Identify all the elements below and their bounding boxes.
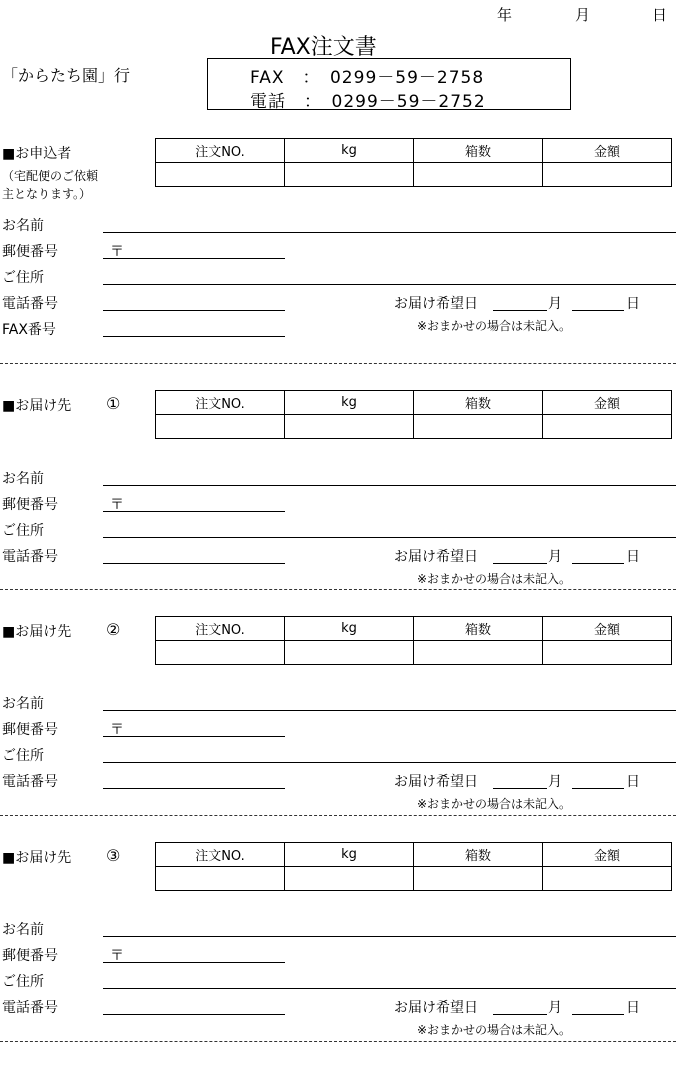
delivery-month-label: 月 <box>548 774 562 790</box>
header-amount: 金額 <box>543 617 672 641</box>
delivery-month-label: 月 <box>548 1000 562 1016</box>
kg-cell[interactable] <box>285 163 414 187</box>
postal-mark: 〒 <box>110 497 124 513</box>
address-label: ご住所 <box>2 748 44 764</box>
delivery-day-label: 日 <box>626 1000 640 1016</box>
phone-field[interactable] <box>103 310 285 311</box>
delivery-month-field[interactable] <box>493 1014 547 1015</box>
order-table-recipient-1 <box>155 390 672 439</box>
delivery-day-label: 日 <box>626 549 640 565</box>
order-no-cell[interactable] <box>156 641 285 665</box>
delivery-note: ※おまかせの場合は未記入。 <box>417 797 572 811</box>
address-label: ご住所 <box>2 974 44 990</box>
phone-number: 電話 ： 0299－59－2752 <box>250 92 486 112</box>
phone-field[interactable] <box>103 1014 285 1015</box>
amount-cell[interactable] <box>543 641 672 665</box>
header-kg: kg <box>285 617 414 641</box>
name-label: お名前 <box>2 922 44 938</box>
name-field[interactable] <box>103 710 676 711</box>
phone-label: 電話番号 <box>2 1000 58 1016</box>
delivery-day-field[interactable] <box>572 310 624 311</box>
delivery-day-field[interactable] <box>572 1014 624 1015</box>
boxes-cell[interactable] <box>414 867 543 891</box>
address-field[interactable] <box>103 537 676 538</box>
postal-label: 郵便番号 <box>2 948 58 964</box>
name-label: お名前 <box>2 471 44 487</box>
header-boxes: 箱数 <box>414 843 543 867</box>
header-kg: kg <box>285 391 414 415</box>
postal-label: 郵便番号 <box>2 722 58 738</box>
postal-mark: 〒 <box>110 722 124 738</box>
postal-field[interactable] <box>103 258 285 259</box>
recipient-1-title: ■お届け先 <box>2 398 72 414</box>
postal-mark: 〒 <box>110 948 124 964</box>
name-field[interactable] <box>103 485 676 486</box>
recipient-1-number: ① <box>106 394 121 413</box>
postal-field[interactable] <box>103 962 285 963</box>
name-label: お名前 <box>2 218 44 234</box>
section-divider <box>0 815 676 816</box>
address-label: ご住所 <box>2 523 44 539</box>
kg-cell[interactable] <box>285 641 414 665</box>
phone-label: 電話番号 <box>2 774 58 790</box>
applicant-title: ■お申込者 <box>2 146 72 162</box>
year-label: 年 <box>497 6 513 24</box>
kg-cell[interactable] <box>285 867 414 891</box>
postal-label: 郵便番号 <box>2 497 58 513</box>
header-order-no: 注文NO. <box>156 843 285 867</box>
order-no-cell[interactable] <box>156 415 285 439</box>
name-field[interactable] <box>103 936 676 937</box>
fax-field[interactable] <box>103 336 285 337</box>
recipient-2-number: ② <box>106 620 121 639</box>
order-table-recipient-3 <box>155 842 672 891</box>
header-order-no: 注文NO. <box>156 391 285 415</box>
page-title: FAX注文書 <box>270 35 377 60</box>
delivery-month-label: 月 <box>548 296 562 312</box>
delivery-date-label: お届け希望日 <box>394 1000 478 1016</box>
delivery-month-field[interactable] <box>493 310 547 311</box>
delivery-date-label: お届け希望日 <box>394 774 478 790</box>
delivery-date-label: お届け希望日 <box>394 296 478 312</box>
order-no-cell[interactable] <box>156 867 285 891</box>
header-order-no: 注文NO. <box>156 617 285 641</box>
destination-label: 「からたち園」行 <box>2 66 131 85</box>
amount-cell[interactable] <box>543 415 672 439</box>
phone-label: 電話番号 <box>2 549 58 565</box>
delivery-day-field[interactable] <box>572 563 624 564</box>
applicant-note-1: （宅配便のご依頼 <box>2 169 99 183</box>
month-label: 月 <box>575 6 591 24</box>
postal-label: 郵便番号 <box>2 244 58 260</box>
postal-field[interactable] <box>103 736 285 737</box>
kg-cell[interactable] <box>285 415 414 439</box>
boxes-cell[interactable] <box>414 163 543 187</box>
section-divider <box>0 589 676 590</box>
order-table-recipient-2 <box>155 616 672 665</box>
order-no-cell[interactable] <box>156 163 285 187</box>
boxes-cell[interactable] <box>414 641 543 665</box>
delivery-day-label: 日 <box>626 774 640 790</box>
delivery-month-field[interactable] <box>493 563 547 564</box>
delivery-note: ※おまかせの場合は未記入。 <box>417 319 572 333</box>
recipient-3-number: ③ <box>106 846 121 865</box>
address-label: ご住所 <box>2 270 44 286</box>
fax-number: FAX ： 0299－59－2758 <box>250 68 485 88</box>
contact-box <box>207 58 571 110</box>
header-amount: 金額 <box>543 843 672 867</box>
delivery-date-label: お届け希望日 <box>394 549 478 565</box>
header-kg: kg <box>285 843 414 867</box>
header-boxes: 箱数 <box>414 617 543 641</box>
name-label: お名前 <box>2 696 44 712</box>
phone-field[interactable] <box>103 788 285 789</box>
boxes-cell[interactable] <box>414 415 543 439</box>
delivery-day-label: 日 <box>626 296 640 312</box>
delivery-month-field[interactable] <box>493 788 547 789</box>
recipient-3-title: ■お届け先 <box>2 850 72 866</box>
address-field[interactable] <box>103 988 676 989</box>
recipient-2-title: ■お届け先 <box>2 624 72 640</box>
delivery-day-field[interactable] <box>572 788 624 789</box>
header-kg: kg <box>285 139 414 163</box>
delivery-note: ※おまかせの場合は未記入。 <box>417 1023 572 1037</box>
day-label: 日 <box>652 6 668 24</box>
delivery-month-label: 月 <box>548 549 562 565</box>
order-table-applicant <box>155 138 672 187</box>
phone-label: 電話番号 <box>2 296 58 312</box>
amount-cell[interactable] <box>543 163 672 187</box>
fax-label: FAX番号 <box>2 322 56 338</box>
address-field[interactable] <box>103 284 676 285</box>
address-field[interactable] <box>103 762 676 763</box>
header-amount: 金額 <box>543 391 672 415</box>
section-divider <box>0 363 676 364</box>
postal-field[interactable] <box>103 511 285 512</box>
delivery-note: ※おまかせの場合は未記入。 <box>417 572 572 586</box>
header-order-no: 注文NO. <box>156 139 285 163</box>
header-boxes: 箱数 <box>414 391 543 415</box>
name-field[interactable] <box>103 232 676 233</box>
amount-cell[interactable] <box>543 867 672 891</box>
phone-field[interactable] <box>103 563 285 564</box>
applicant-note-2: 主となります。） <box>2 187 92 201</box>
section-divider <box>0 1041 676 1042</box>
postal-mark: 〒 <box>110 244 124 260</box>
header-amount: 金額 <box>543 139 672 163</box>
header-boxes: 箱数 <box>414 139 543 163</box>
